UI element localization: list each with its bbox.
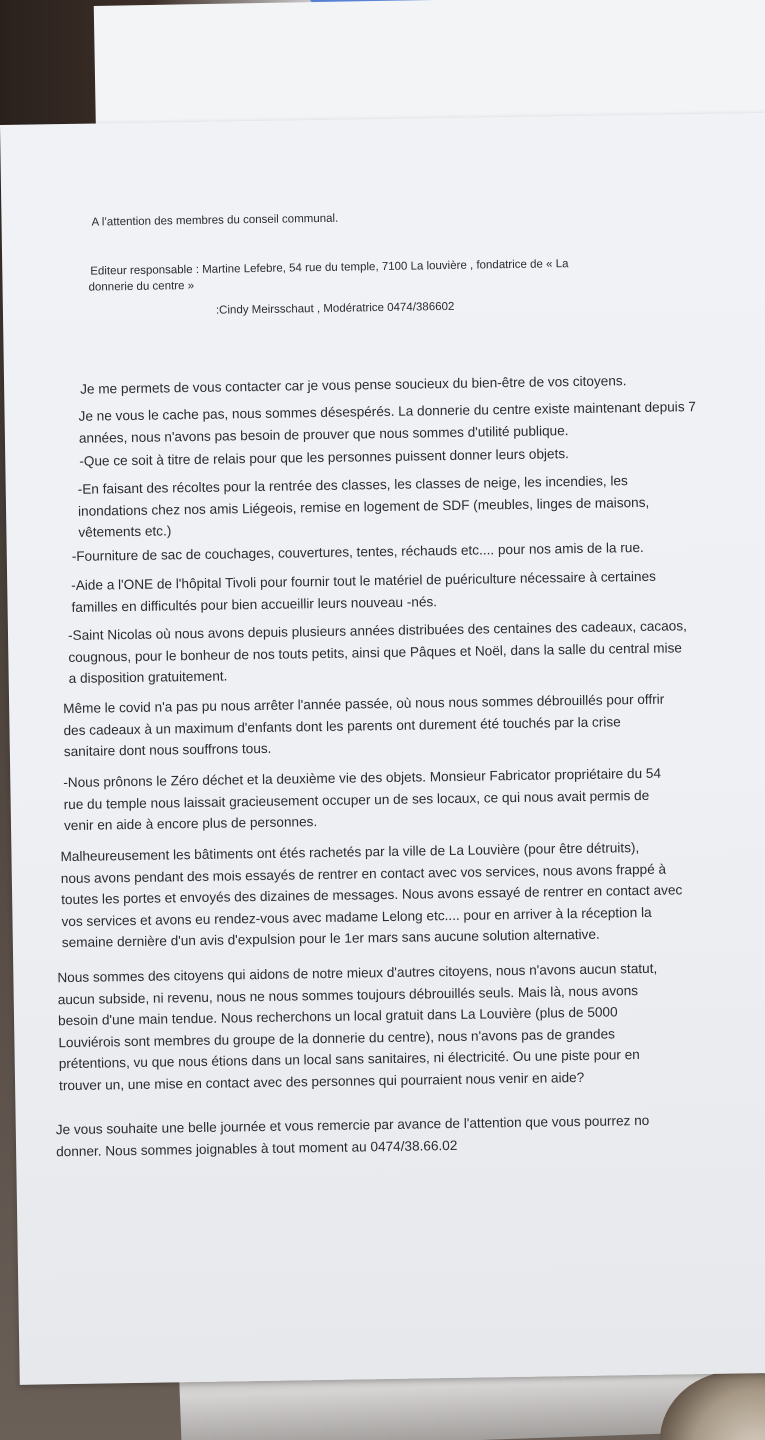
paragraph-collections: -En faisant des récoltes pour la rentrée des classes, les classes de neige, les incendies, les inondations chez nos amis Liégeois, remise en logement de SDF (meubles, linges de maisons, vêtements etc.) xyxy=(77,473,650,540)
editor-line-1: Editeur responsable : Martine Lefebre, 54 rue du temple, 7100 La louvière , fondatrice de « La xyxy=(90,258,569,278)
attention-line: A l’attention des membres du conseil communal. xyxy=(91,212,339,229)
paragraph-relay: -Que ce soit à titre de relais pour que les personnes puissent donner leurs objets. xyxy=(79,446,570,469)
paragraph-closing: Je vous souhaite une belle journée et vous remercie par avance de l'attention que vous pourrez no donner. Nous sommes joignables à tout moment au 0474/38.66.02 xyxy=(55,1112,650,1159)
paragraph-zero-waste: -Nous prônons le Zéro déchet et la deuxième vie des objets. Monsieur Fabricator propriétaire du 54 rue du temple nous laissait gracieusement occuper un de ses locaux, ce qui nous avait permis de venir en aide à encore plus de personnes. xyxy=(63,765,662,834)
paragraph-saint-nicolas: -Saint Nicolas où nous avons depuis plusieurs années distribuées des centaines des cadeaux, cacaos, cougnous, pour le bonheur de nos touts petits, ainsi que Pâques et Noël, dans la salle du central mise a disposition gratuitement. xyxy=(67,618,687,686)
letter-sheet xyxy=(0,113,765,1385)
moderator-line: :Cindy Meirsschaut , Modératrice 0474/386602 xyxy=(215,300,455,317)
paragraph-despair: Je ne vous le cache pas, nous sommes désespérés. La donnerie du centre existe maintenant depuis 7 années, nous n'avons pas besoin de prouver que nous sommes d'utilité publique. xyxy=(78,399,697,446)
paragraph-request: Nous sommes des citoyens qui aidons de notre mieux d'autres citoyens, nous n'avons aucun statut, aucun subside, ni revenu, nous ne nous sommes toujours débrouillés seuls. Mais là, nous avons besoin d'une main tendue. Nous recherchons un local gratuit dans La Louvière (plus de 5000 Louviérois sont membres du groupe de la donnerie du centre), nous n'avons pas de grandes prétentions, vu que nous étions dans un local sans sanitaires, ni électricité. Ou une piste pour en trouver un, une mise en contact avec des personnes qui pourraient nous venir en aide? xyxy=(57,960,658,1093)
paragraph-supplies: -Fourniture de sac de couchages, couvertures, tentes, réchauds etc.... pour nos amis de la rue. xyxy=(71,539,644,564)
paragraph-one-aid: -Aide a l'ONE de l'hôpital Tivoli pour fournir tout le matériel de puériculture nécessaire à certaines familles en difficultés pour bien accueillir leurs nouveau -nés. xyxy=(71,568,657,615)
paragraph-eviction: Malheureusement les bâtiments ont étés rachetés par la ville de La Louvière (pour être détruits), nous avons pendant des mois essayés de rentrer en contact avec vos services, nous avons frappé à toutes les portes et envoyés des dizaines de messages. Nous avons essayé de rentrer en contact avec vos services et avons eu rendez-vous avec madame Lelong etc.... pour en arriver à la réception la semaine dernière d'un avis d'expulsion pour le 1er mars sans aucune solution alternative. xyxy=(60,840,683,951)
paragraph-intro: Je me permets de vous contacter car je vous pense soucieux du bien-être de vos citoyens. xyxy=(80,373,627,397)
paragraph-covid: Même le covid n'a pas pu nous arrêter l'année passée, où nous nous sommes débrouillés pour offrir des cadeaux à un maximum d'enfants dont les parents ont durement été touchés par la crise sanitaire dont nous souffrons tous. xyxy=(63,691,665,760)
editor-line-2: donnerie du centre » xyxy=(88,279,195,294)
